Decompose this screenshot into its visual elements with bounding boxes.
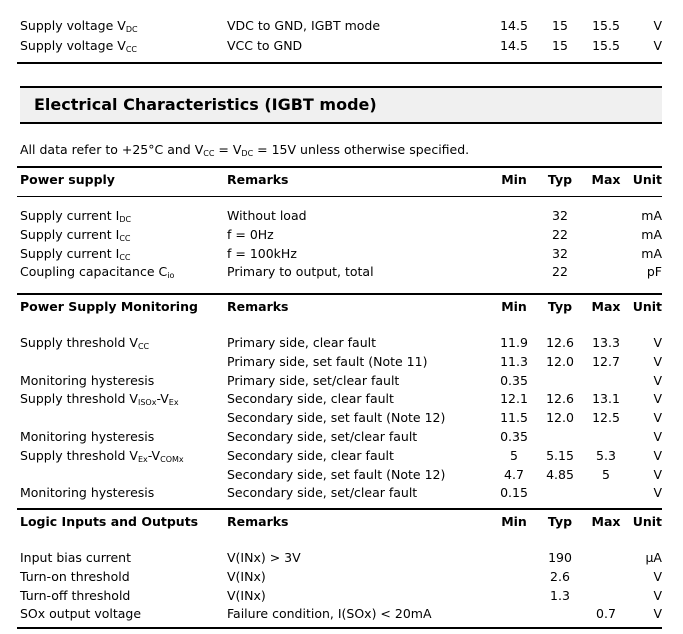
group-title: Power supply (20, 172, 115, 187)
remarks-cell: V(INx) (227, 569, 266, 584)
unit-cell: V (653, 335, 662, 350)
min-cell: 11.3 (500, 354, 528, 369)
unit-cell: V (653, 606, 662, 621)
unit-cell: mA (641, 227, 662, 242)
max-cell: 12.5 (592, 410, 620, 425)
max-cell: 13.1 (592, 391, 620, 406)
unit-cell: V (653, 410, 662, 425)
unit-cell: mA (641, 208, 662, 223)
param-cell: Turn-off threshold (20, 588, 131, 603)
typ-cell: 12.6 (546, 335, 574, 350)
typ-header: Typ (547, 514, 573, 529)
max-header: Max (591, 172, 621, 187)
max-cell: 15.5 (592, 18, 620, 33)
unit-header: Unit (632, 172, 662, 187)
section-banner (20, 86, 662, 124)
typ-header: Typ (547, 299, 573, 314)
typ-cell: 1.3 (550, 588, 570, 603)
remarks-cell: Primary side, set fault (Note 11) (227, 354, 428, 369)
min-cell: 14.5 (500, 18, 528, 33)
unit-cell: V (653, 373, 662, 388)
typ-cell: 12.6 (546, 391, 574, 406)
max-cell: 5.3 (596, 448, 616, 463)
unit-header: Unit (632, 514, 662, 529)
max-cell: 12.7 (592, 354, 620, 369)
typ-cell: 5.15 (546, 448, 574, 463)
unit-cell: V (653, 391, 662, 406)
min-cell: 12.1 (500, 391, 528, 406)
typ-cell: 32 (552, 208, 568, 223)
typ-cell: 4.85 (546, 467, 574, 482)
unit-cell: mA (641, 246, 662, 261)
param-cell: Coupling capacitance $C_{io}$ (20, 264, 175, 280)
remarks-cell: Primary to output, total (227, 264, 374, 279)
typ-cell: 22 (552, 264, 568, 279)
group-divider (17, 293, 662, 295)
param-cell: Supply threshold $V_{Ex}-V_{COMx}$ (20, 448, 184, 464)
unit-cell: V (653, 429, 662, 444)
unit-cell: V (653, 18, 662, 33)
typ-cell: 12.0 (546, 354, 574, 369)
unit-header: Unit (632, 299, 662, 314)
remarks-header: Remarks (227, 172, 289, 187)
remarks-cell: Secondary side, clear fault (227, 391, 394, 406)
unit-cell: V (653, 354, 662, 369)
typ-cell: 2.6 (550, 569, 570, 584)
unit-cell: µA (645, 550, 662, 565)
unit-cell: V (653, 485, 662, 500)
min-cell: 11.5 (500, 410, 528, 425)
typ-cell: 22 (552, 227, 568, 242)
param-cell: Supply threshold $V_{CC}$ (20, 335, 150, 351)
remarks-cell: V(INx) > 3V (227, 550, 301, 565)
param-cell: Supply voltage $V_{DC}$ (20, 18, 138, 34)
remarks-header: Remarks (227, 299, 289, 314)
min-cell: 0.35 (500, 373, 528, 388)
param-cell: Input bias current (20, 550, 131, 565)
typ-cell: 15 (552, 38, 568, 53)
remarks-cell: Secondary side, set fault (Note 12) (227, 410, 446, 425)
min-cell: 4.7 (504, 467, 524, 482)
param-cell: Supply current $I_{CC}$ (20, 246, 131, 262)
remarks-cell: Primary side, clear fault (227, 335, 376, 350)
remarks-cell: f = 0Hz (227, 227, 274, 242)
table-bottom-rule (17, 627, 662, 629)
min-header: Min (501, 299, 527, 314)
header-rule (17, 196, 662, 197)
min-cell: 5 (510, 448, 518, 463)
param-cell: Monitoring hysteresis (20, 373, 155, 388)
typ-cell: 12.0 (546, 410, 574, 425)
min-cell: 14.5 (500, 38, 528, 53)
section-title: Electrical Characteristics (IGBT mode) (34, 95, 377, 114)
param-cell: Supply voltage $V_{CC}$ (20, 38, 137, 54)
max-header: Max (591, 299, 621, 314)
param-cell: Supply threshold $V_{ISOx}-V_{Ex}$ (20, 391, 179, 407)
remarks-cell: Primary side, set/clear fault (227, 373, 400, 388)
param-cell: Turn-on threshold (20, 569, 130, 584)
min-cell: 11.9 (500, 335, 528, 350)
max-cell: 13.3 (592, 335, 620, 350)
group-title: Power Supply Monitoring (20, 299, 198, 314)
remarks-cell: Secondary side, set fault (Note 12) (227, 467, 446, 482)
param-cell: Monitoring hysteresis (20, 429, 155, 444)
unit-cell: V (653, 448, 662, 463)
max-cell: 0.7 (596, 606, 616, 621)
remarks-cell: Secondary side, set/clear fault (227, 429, 418, 444)
remarks-cell: Secondary side, clear fault (227, 448, 394, 463)
param-cell: SOx output voltage (20, 606, 142, 621)
group-title: Logic Inputs and Outputs (20, 514, 199, 529)
unit-cell: V (653, 467, 662, 482)
max-cell: 15.5 (592, 38, 620, 53)
remarks-cell: Secondary side, set/clear fault (227, 485, 418, 500)
group-divider (17, 508, 662, 510)
typ-header: Typ (547, 172, 573, 187)
min-header: Min (501, 172, 527, 187)
typ-cell: 15 (552, 18, 568, 33)
conditions-note: All data refer to +25°C and $V_{CC} = V_{DC} = 15V$ unless otherwise specified. (20, 142, 470, 158)
min-cell: 0.35 (500, 429, 528, 444)
max-header: Max (591, 514, 621, 529)
remarks-cell: V(INx) (227, 588, 266, 603)
max-cell: 5 (602, 467, 610, 482)
unit-cell: V (653, 38, 662, 53)
min-header: Min (501, 514, 527, 529)
remarks-cell: f = 100kHz (227, 246, 297, 261)
remarks-cell: VDC to GND, IGBT mode (227, 18, 381, 33)
min-cell: 0.15 (500, 485, 528, 500)
typ-cell: 32 (552, 246, 568, 261)
remarks-cell: VCC to GND (227, 38, 303, 53)
typ-cell: 190 (548, 550, 572, 565)
param-cell: Supply current $I_{CC}$ (20, 227, 131, 243)
group-divider (17, 166, 662, 168)
unit-cell: V (653, 588, 662, 603)
remarks-header: Remarks (227, 514, 289, 529)
param-cell: Supply current $I_{DC}$ (20, 208, 132, 224)
unit-cell: V (653, 569, 662, 584)
unit-cell: pF (646, 264, 662, 279)
remarks-cell: Without load (227, 208, 307, 223)
remarks-cell: Failure condition, I(SOx) < 20mA (227, 606, 432, 621)
param-cell: Monitoring hysteresis (20, 485, 155, 500)
table-divider (17, 62, 662, 64)
